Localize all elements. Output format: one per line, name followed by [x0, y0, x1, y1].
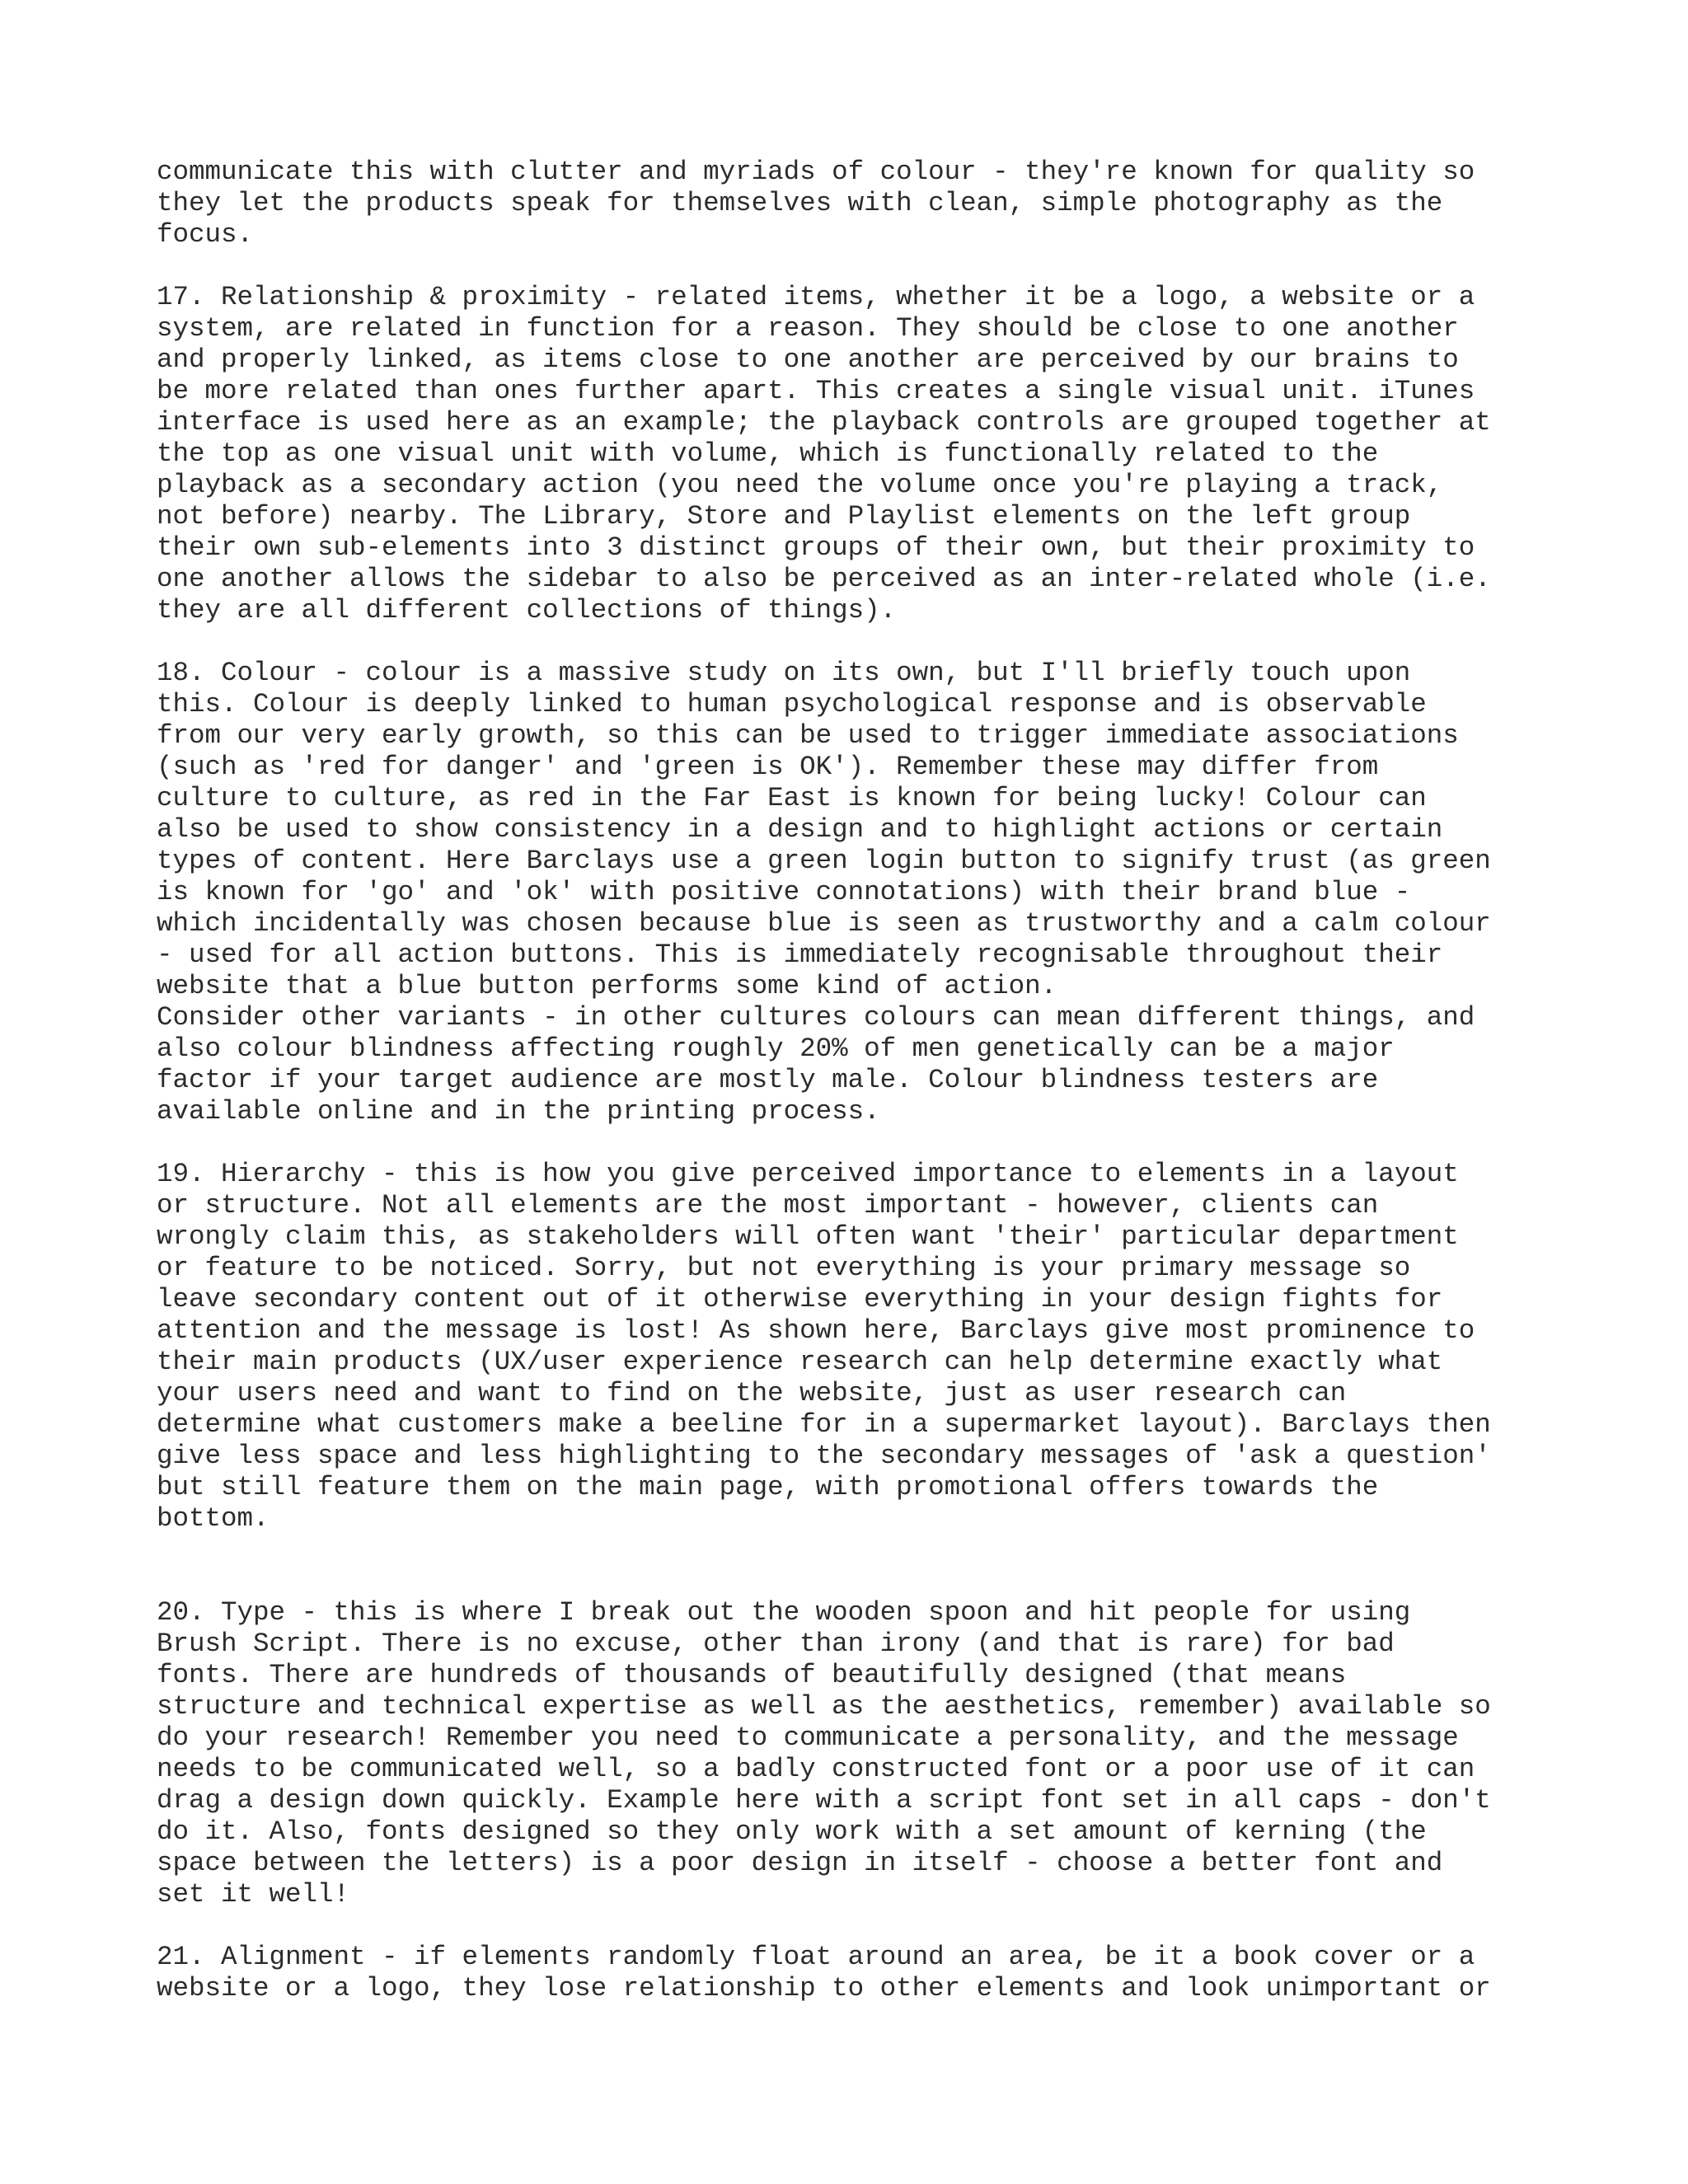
text-line: they are all different collections of things). [157, 595, 897, 626]
text-line: interface is used here as an example; the playback controls are grouped together at [157, 407, 1491, 438]
text-line: types of content. Here Barclays use a green login button to signify trust (as green [157, 846, 1491, 876]
text-line: 17. Relationship & proximity - related items, whether it be a logo, a website or a [157, 282, 1475, 312]
text-line: also colour blindness affecting roughly 20% of men genetically can be a major [157, 1033, 1395, 1064]
text-line: wrongly claim this, as stakeholders will often want 'their' particular department [157, 1221, 1459, 1252]
paragraph-21-alignment [157, 1942, 1657, 2004]
text-line: 20. Type - this is where I break out the wooden spoon and hit people for using [157, 1597, 1411, 1628]
text-line: which incidentally was chosen because blue is seen as trustworthy and a calm colour [157, 908, 1491, 939]
text-line: playback as a secondary action (you need the volume once you're playing a track, [157, 470, 1443, 500]
text-line: is known for 'go' and 'ok' with positive connotations) with their brand blue - [157, 877, 1411, 907]
text-line: also be used to show consistency in a design and to highlight actions or certain [157, 814, 1443, 845]
text-line: leave secondary content out of it otherwise everything in your design fights for [157, 1284, 1443, 1315]
paragraph-18-colour [157, 658, 1657, 1127]
text-line: attention and the message is lost! As shown here, Barclays give most prominence to [157, 1315, 1475, 1346]
text-line: needs to be communicated well, so a badly constructed font or a poor use of it can [157, 1754, 1475, 1784]
text-line: the top as one visual unit with volume, which is functionally related to the [157, 438, 1379, 469]
text-line: website or a logo, they lose relationship to other elements and look unimportant or [157, 1973, 1491, 2004]
text-line: 19. Hierarchy - this is how you give perceived importance to elements in a layout [157, 1159, 1459, 1189]
text-line: one another allows the sidebar to also be perceived as an inter-related whole (i.e. [157, 564, 1491, 594]
text-line: 21. Alignment - if elements randomly float around an area, be it a book cover or a [157, 1942, 1475, 1972]
text-line: this. Colour is deeply linked to human psychological response and is observable [157, 689, 1427, 719]
text-line: drag a design down quickly. Example here with a script font set in all caps - don't [157, 1785, 1491, 1816]
text-line: determine what customers make a beeline for in a supermarket layout). Barclays then [157, 1409, 1491, 1440]
text-line: space between the letters) is a poor design in itself - choose a better font and [157, 1848, 1443, 1878]
text-line: available online and in the printing process. [157, 1096, 880, 1127]
text-line: structure and technical expertise as well as the aesthetics, remember) available so [157, 1691, 1491, 1722]
text-line: your users need and want to find on the website, just as user research can [157, 1378, 1347, 1408]
text-line: factor if your target audience are mostly male. Colour blindness testers are [157, 1065, 1379, 1095]
text-line: from our very early growth, so this can be used to trigger immediate associations [157, 720, 1459, 751]
text-line: set it well! [157, 1879, 350, 1910]
paragraph-19-hierarchy [157, 1159, 1657, 1535]
paragraph-17-relationship-proximity [157, 282, 1657, 626]
text-line: website that a blue button performs some kind of action. [157, 971, 1057, 1001]
paragraph-20-type [157, 1597, 1657, 1910]
text-line: fonts. There are hundreds of thousands of beautifully designed (that means [157, 1660, 1347, 1690]
text-line: bottom. [157, 1503, 270, 1534]
text-line: and properly linked, as items close to one another are perceived by our brains to [157, 344, 1459, 375]
text-line: their main products (UX/user experience research can help determine exactly what [157, 1347, 1443, 1377]
text-line: Brush Script. There is no excuse, other than irony (and that is rare) for bad [157, 1629, 1395, 1659]
text-line: focus. [157, 219, 254, 250]
text-line: they let the products speak for themselves with clean, simple photography as the [157, 188, 1443, 218]
text-line: system, are related in function for a reason. They should be close to one another [157, 313, 1459, 344]
text-line: their own sub-elements into 3 distinct groups of their own, but their proximity to [157, 532, 1475, 563]
document-page [157, 157, 1657, 2036]
text-line: or feature to be noticed. Sorry, but not everything is your primary message so [157, 1253, 1411, 1283]
text-line: - used for all action buttons. This is immediately recognisable throughout their [157, 940, 1443, 970]
paragraph-continuation [157, 157, 1657, 251]
text-line: but still feature them on the main page, with promotional offers towards the [157, 1472, 1379, 1502]
text-line: do your research! Remember you need to communicate a personality, and the message [157, 1722, 1459, 1753]
text-line: communicate this with clutter and myriads of colour - they're known for quality so [157, 157, 1475, 187]
text-line: be more related than ones further apart. This creates a single visual unit. iTunes [157, 376, 1475, 406]
text-line: 18. Colour - colour is a massive study on its own, but I'll briefly touch upon [157, 658, 1411, 688]
text-line: culture to culture, as red in the Far East is known for being lucky! Colour can [157, 783, 1427, 813]
text-line: Consider other variants - in other cultures colours can mean different things, and [157, 1002, 1475, 1033]
text-line: do it. Also, fonts designed so they only work with a set amount of kerning (the [157, 1816, 1427, 1847]
text-line: give less space and less highlighting to the secondary messages of 'ask a question' [157, 1441, 1491, 1471]
text-line: not before) nearby. The Library, Store and Playlist elements on the left group [157, 501, 1411, 532]
text-line: (such as 'red for danger' and 'green is OK'). Remember these may differ from [157, 752, 1379, 782]
text-line: or structure. Not all elements are the most important - however, clients can [157, 1190, 1379, 1221]
